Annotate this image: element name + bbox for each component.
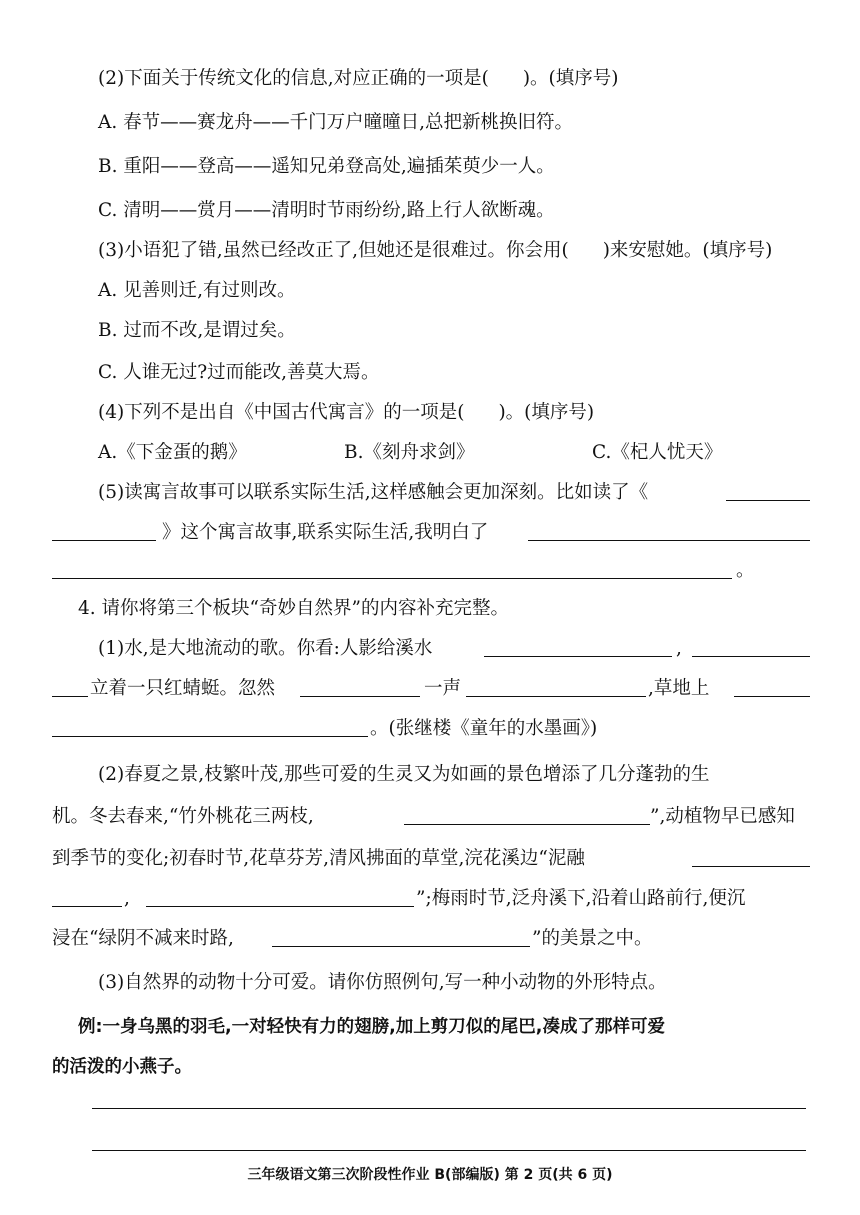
s4-p3-example-line-1 [0,1012,860,1042]
s4-p1-comma: , [676,638,682,659]
q2-option-b [0,152,860,182]
s4-p2-text-5b: ”的美景之中。 [532,928,653,949]
s4-p1-blank-4[interactable] [300,696,420,697]
q4-stem-suffix: )。(填序号) [498,402,595,423]
q5-mid-text: 》这个寓言故事,联系实际生活,我明白了 [162,522,489,543]
s4-p2-blank-4[interactable] [146,906,414,907]
q4-option-c: C.《杞人忧天》 [592,442,723,463]
s4-p2-text-5a: 浸在“绿阴不减来时路, [52,928,234,949]
s4-p1-text-b: 立着一只红蜻蜓。忽然 [90,678,276,699]
s4-p2-blank-5[interactable] [272,946,530,947]
s4-p2-line-3 [0,844,860,874]
section4-title-text: 4. 请你将第三个板块“奇妙自然界”的内容补充完整。 [78,598,509,619]
q4-stem [0,398,860,428]
s4-p3-stem-text: (3)自然界的动物十分可爱。请你仿照例句,写一种小动物的外形特点。 [98,972,667,993]
s4-p1-blank-3[interactable] [52,696,88,697]
s4-p2-text-2b: ”,动植物早已感知 [650,806,795,827]
q5-book-blank-2[interactable] [52,540,156,541]
s4-p1-blank-5[interactable] [466,696,646,697]
q3-stem [0,236,860,266]
q4-options [0,438,860,468]
s4-p2-blank-2[interactable] [692,866,810,867]
q3-option-a [0,276,860,306]
s4-p2-blank-3[interactable] [52,906,122,907]
q5-line-3 [0,556,860,586]
q3-option-b [0,316,860,346]
s4-p1-text-e: 。(张继楼《童年的水墨画》) [370,718,598,739]
s4-p2-line-2 [0,802,860,832]
s4-p1-blank-6[interactable] [734,696,810,697]
s4-p1-text-a: (1)水,是大地流动的歌。你看:人影给溪水 [98,638,433,659]
s4-p2-text-4b: ”;梅雨时节,泛舟溪下,沿着山路前行,便沉 [416,888,746,909]
s4-p3-answer-line-2[interactable] [92,1150,806,1151]
s4-p3-example-line-2 [0,1052,860,1082]
s4-p3-example-text-1: 例:一身乌黑的羽毛,一对轻快有力的翅膀,加上剪刀似的尾巴,凑成了那样可爱 [78,1017,665,1037]
s4-p1-blank-1[interactable] [484,656,672,657]
q4-option-b: B.《刻舟求剑》 [344,442,475,463]
q5-lesson-blank-1[interactable] [528,540,810,541]
q3-stem-suffix: )来安慰她。(填序号) [602,240,773,261]
q3-option-c [0,358,860,388]
q4-stem-text: (4)下列不是出自《中国古代寓言》的一项是( [98,402,465,423]
q2-stem-text: (2)下面关于传统文化的信息,对应正确的一项是( [98,68,489,89]
s4-p2-line-4 [0,884,860,914]
q5-end-period: 。 [736,560,755,581]
q5-book-blank-1[interactable] [726,500,810,501]
q5-lesson-blank-2[interactable] [52,578,732,579]
q2-option-a-text: A. 春节——赛龙舟——千门万户曈曈日,总把新桃换旧符。 [98,112,574,133]
s4-p1-line-3 [0,714,860,744]
s4-p2-line-1 [0,760,860,790]
s4-p1-text-d: ,草地上 [648,678,710,699]
page-footer: 三年级语文第三次阶段性作业 B(部编版) 第 2 页(共 6 页) [247,1167,613,1183]
s4-p2-text-2a: 机。冬去春来,“竹外桃花三两枝, [52,806,314,827]
q2-stem-suffix: )。(填序号) [522,68,619,89]
q2-option-a [0,108,860,138]
q3-option-c-text: C. 人谁无过?过而能改,善莫大焉。 [98,362,380,383]
q5-line-2 [0,518,860,548]
s4-p1-blank-7[interactable] [52,736,368,737]
q5-line-1 [0,478,860,508]
s4-p2-line-5 [0,924,860,954]
q2-option-c [0,196,860,226]
q3-option-a-text: A. 见善则迁,有过则改。 [98,280,296,301]
s4-p1-text-c: 一声 [424,678,462,699]
section4-title [0,594,860,624]
q2-option-c-text: C. 清明——赏月——清明时节雨纷纷,路上行人欲断魂。 [98,200,555,221]
q3-option-b-text: B. 过而不改,是谓过矣。 [98,320,296,341]
s4-p3-example-text-2: 的活泼的小燕子。 [52,1057,192,1077]
s4-p2-blank-1[interactable] [404,824,650,825]
s4-p1-blank-2[interactable] [692,656,810,657]
s4-p3-stem [0,968,860,998]
s4-p3-answer-line-1[interactable] [92,1108,806,1109]
s4-p2-text-1: (2)春夏之景,枝繁叶茂,那些可爱的生灵又为如画的景色增添了几分蓬勃的生 [98,764,710,785]
q2-stem [0,64,860,94]
s4-p1-line-1 [0,634,860,664]
s4-p2-text-4a: , [124,888,130,909]
s4-p1-line-2 [0,674,860,704]
q2-option-b-text: B. 重阳——登高——遥知兄弟登高处,遍插茱萸少一人。 [98,156,555,177]
q5-stem-text: (5)读寓言故事可以联系实际生活,这样感触会更加深刻。比如读了《 [98,482,649,503]
s4-p2-text-3a: 到季节的变化;初春时节,花草芬芳,清风拂面的草堂,浣花溪边“泥融 [52,848,585,869]
q3-stem-text: (3)小语犯了错,虽然已经改正了,但她还是很难过。你会用( [98,240,569,261]
q4-option-a: A.《下金蛋的鹅》 [98,442,247,463]
